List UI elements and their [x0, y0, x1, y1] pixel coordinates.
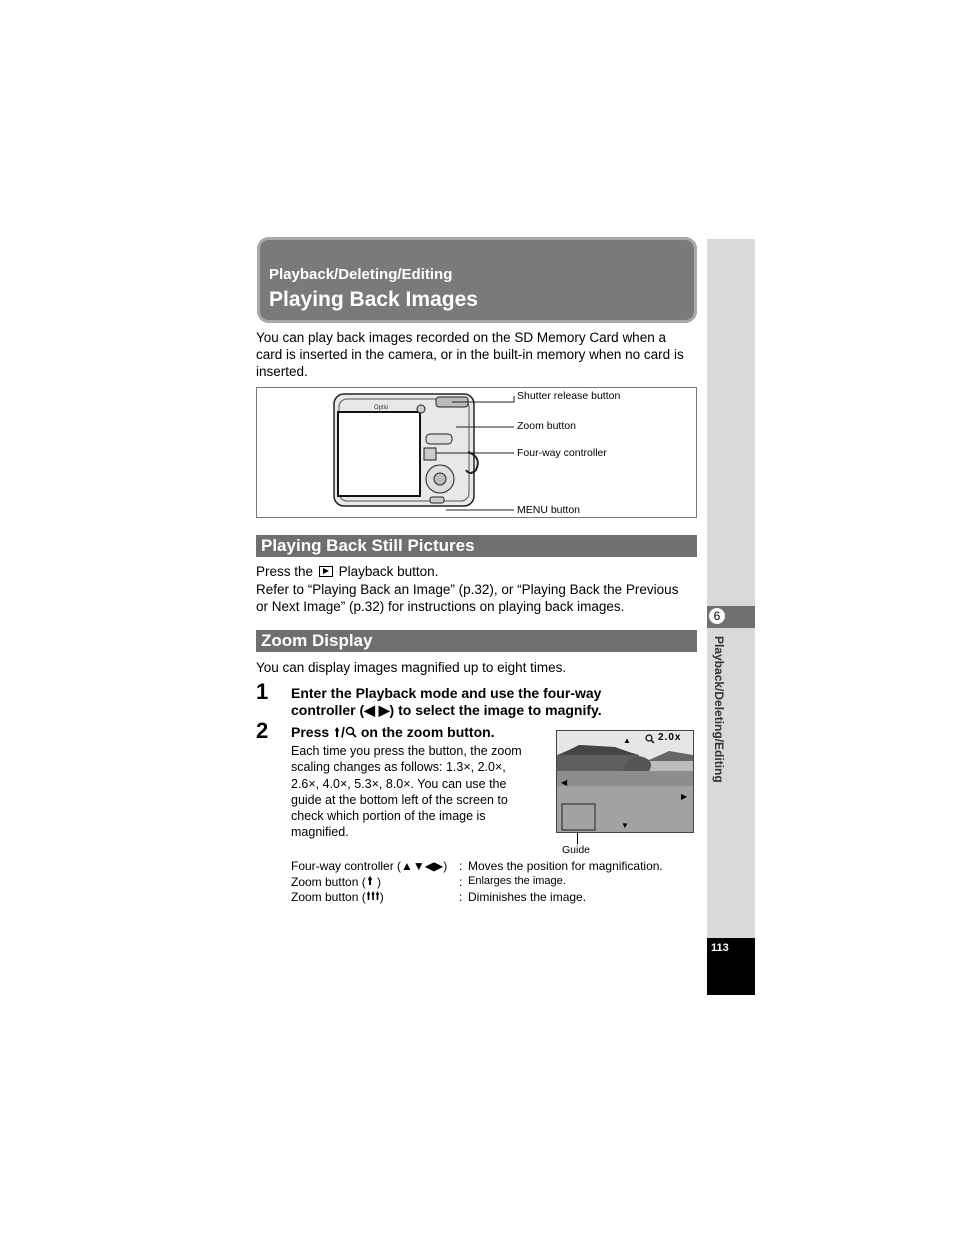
guide-label: Guide: [562, 844, 591, 856]
still-reference-line: or Next Image” (p.32) for instructions on playing back images.: [256, 599, 625, 614]
page-number: 113: [711, 942, 729, 954]
page-number-box: [707, 938, 755, 995]
section-heading-still-text: Playing Back Still Pictures: [261, 536, 475, 555]
step-2-body-line: magnified.: [291, 825, 349, 840]
press-playback-line: [256, 563, 438, 580]
intro-paragraph: [256, 329, 701, 380]
step-2-heading: Press / on the zoom button.: [291, 724, 495, 740]
step-2-body-line: guide at the bottom left of the screen to: [291, 792, 508, 807]
step-2-body: [291, 743, 551, 841]
chapter-sidebar: [707, 239, 755, 938]
svg-text:◀: ◀: [561, 778, 568, 787]
controls-row-zoom-wide: Zoom button ( ): [291, 890, 384, 904]
step-2-after: on the zoom button.: [360, 724, 495, 740]
svg-text:▼: ▼: [621, 821, 629, 830]
step-2-body-line: Each time you press the button, the zoom: [291, 744, 522, 758]
playback-icon: [319, 566, 333, 577]
chapter-number: 6: [709, 608, 725, 624]
control-separator: :: [459, 890, 463, 904]
control-separator: :: [459, 875, 463, 889]
control-value: Enlarges the image.: [468, 875, 566, 887]
zoomed-photo: [556, 730, 694, 833]
camera-illustration: [256, 387, 697, 518]
callout-zoom-button: Zoom button: [517, 420, 576, 432]
step-number-2: 2: [256, 718, 269, 743]
press-after: Playback button.: [338, 564, 439, 579]
step-2-body-line: scaling changes as follows: 1.3×, 2.0×,: [291, 760, 506, 775]
guide-leader-line: [577, 832, 578, 844]
step-2-press: Press: [291, 724, 330, 740]
zoom-readout: 2.0x: [658, 732, 682, 743]
step-number-1: 1: [256, 679, 269, 704]
intro-line: You can play back images recorded on the SD Memory Card when a: [256, 330, 666, 345]
chapter-side-label: [710, 636, 726, 811]
control-key: Zoom button (: [291, 875, 366, 889]
section-heading-zoom-text: Zoom Display: [261, 631, 373, 650]
zoom-tele-icon: [366, 875, 374, 886]
intro-line: card is inserted in the camera, or in the built-in memory when no card is: [256, 347, 684, 362]
control-separator: :: [459, 859, 463, 873]
step-1-line: controller (◀ ▶) to select the image to magnify.: [291, 702, 602, 718]
svg-text:▶: ▶: [681, 792, 688, 801]
zoom-tele-icon: [333, 725, 341, 737]
section-heading-zoom: [256, 630, 697, 652]
control-key: Zoom button (: [291, 890, 366, 904]
control-value: Diminishes the image.: [468, 890, 587, 904]
step-2-body-line: check which portion of the image is: [291, 809, 486, 824]
callout-menu-button: MENU button: [517, 504, 581, 516]
step-1-text: [291, 685, 602, 719]
intro-line: inserted.: [256, 364, 308, 379]
section-heading-still: [256, 535, 697, 557]
zoom-intro: You can display images magnified up to eight times.: [256, 660, 567, 675]
control-key: Four-way controller (▲▼◀▶): [291, 859, 448, 873]
step-2-body-line: 2.6×, 4.0×, 5.3×, 8.0×. You can use the: [291, 776, 507, 791]
press-before: Press the: [256, 564, 314, 579]
zoom-wide-icon: [366, 890, 380, 901]
control-value: Moves the position for magnification.: [468, 859, 663, 873]
magnify-icon: [345, 725, 357, 737]
step-1-line: Enter the Playback mode and use the four-way: [291, 685, 602, 701]
zoomed-photo-scene: [557, 731, 693, 832]
controls-row-zoom-tele: Zoom button ( ): [291, 875, 382, 889]
callout-four-way-controller: Four-way controller: [517, 447, 607, 459]
page-title: Playing Back Images: [269, 288, 478, 311]
svg-text:Optio: Optio: [374, 405, 389, 411]
chapter-subtitle: Playback/Deleting/Editing: [269, 266, 453, 283]
still-reference-paragraph: [256, 581, 701, 615]
still-reference-line: Refer to “Playing Back an Image” (p.32), or “Playing Back the Previous: [256, 582, 679, 597]
chapter-side-label-text: Playback/Deleting/Editing: [712, 636, 726, 783]
svg-text:▲: ▲: [623, 736, 631, 745]
callout-shutter-release: Shutter release button: [517, 390, 621, 402]
controls-row-four-way: [291, 859, 447, 873]
